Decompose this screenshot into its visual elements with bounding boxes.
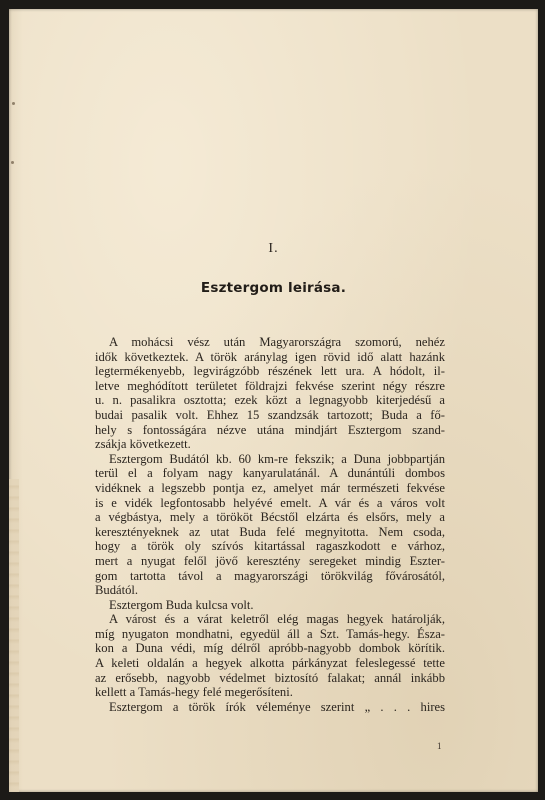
text-line: mert a nyugat felől jövő keresztény seregeket mindig Eszter- — [95, 553, 445, 568]
text-line: Esztergom Buda kulcsa volt. — [109, 597, 254, 612]
book-page — [9, 9, 538, 792]
text-line: a végbástya, mely a törököt Bécstől elzárta és elsőrs, mely a — [95, 510, 445, 525]
text-line: zsákja következett. — [95, 437, 191, 452]
text-line: legtermékenyebb, legvirágzóbb részének lett ura. A hódolt, il- — [95, 364, 445, 379]
text-line: vidéknek a legszebb pontja ez, amelyet már természeti fekvése — [95, 480, 445, 495]
text-line: az erősebb, nagyobb védelmet biztosító falakat; annál inkább — [95, 670, 445, 685]
signature-mark: 1 — [437, 741, 442, 751]
paper-speck — [11, 161, 14, 164]
text-line: A mohácsi vész után Magyarországra szomorú, nehéz — [109, 335, 445, 349]
text-line: Esztergom Budától kb. 60 km-re fekszik; a Duna jobbpartján — [109, 451, 445, 466]
text-line: A várost és a várat keletről elég magas hegyek határolják, — [109, 612, 445, 627]
text-line: terül el a folyam nagy kanyarulatánál. A dunántúli dombos — [95, 466, 445, 481]
text-line: gom tartotta távol a magyarországi törökvilág fővárosától, — [95, 568, 445, 583]
paper-speck — [12, 102, 15, 105]
text-line: u. n. pasalikra osztotta; ezek közt a legnagyobb kiterjedésű a — [95, 393, 445, 408]
text-line: kellett a Tamás-hegy felé megerősíteni. — [95, 685, 293, 700]
text-line: letve meghódított területet földrajzi fekvése szerint négy részre — [95, 378, 445, 393]
text-line: míg nyugaton mondhatni, egyedül áll a Szt. Tamás-hegy. Észa- — [95, 626, 445, 641]
text-line: hogy a török oly szívós kitartással ragaszkodott e várhoz, — [95, 539, 445, 554]
text-line: Esztergom a török írók véleménye szerint „ . . . hires — [109, 699, 445, 714]
text-line: budai pasalik volt. Ehhez 15 szandzsák tartozott; Buda a fő- — [95, 407, 445, 422]
body-text — [95, 335, 445, 714]
text-line: kon a Duna védi, míg délről apróbb-nagyobb dombok körítik. — [95, 641, 445, 656]
text-line: idők következtek. A török aránylag igen rövid idő alatt hazánk — [95, 349, 445, 364]
chapter-number: I. — [268, 241, 279, 256]
text-line: A keleti oldalán a hegyek alkotta párkányzat feleslegessé tette — [95, 656, 445, 671]
chapter-title: Esztergom leirása. — [200, 280, 347, 296]
torn-edge — [9, 479, 19, 792]
text-line: is e vidék legfontosabb helyévé emelt. A vár és a város volt — [95, 495, 445, 510]
text-line: hely s fontosságára nézve utána mindjárt Esztergom szand- — [95, 422, 445, 437]
text-line: keresztényeknek az utat Buda felé megnyitotta. Nem csoda, — [95, 524, 445, 539]
text-line: Budától. — [95, 583, 139, 598]
